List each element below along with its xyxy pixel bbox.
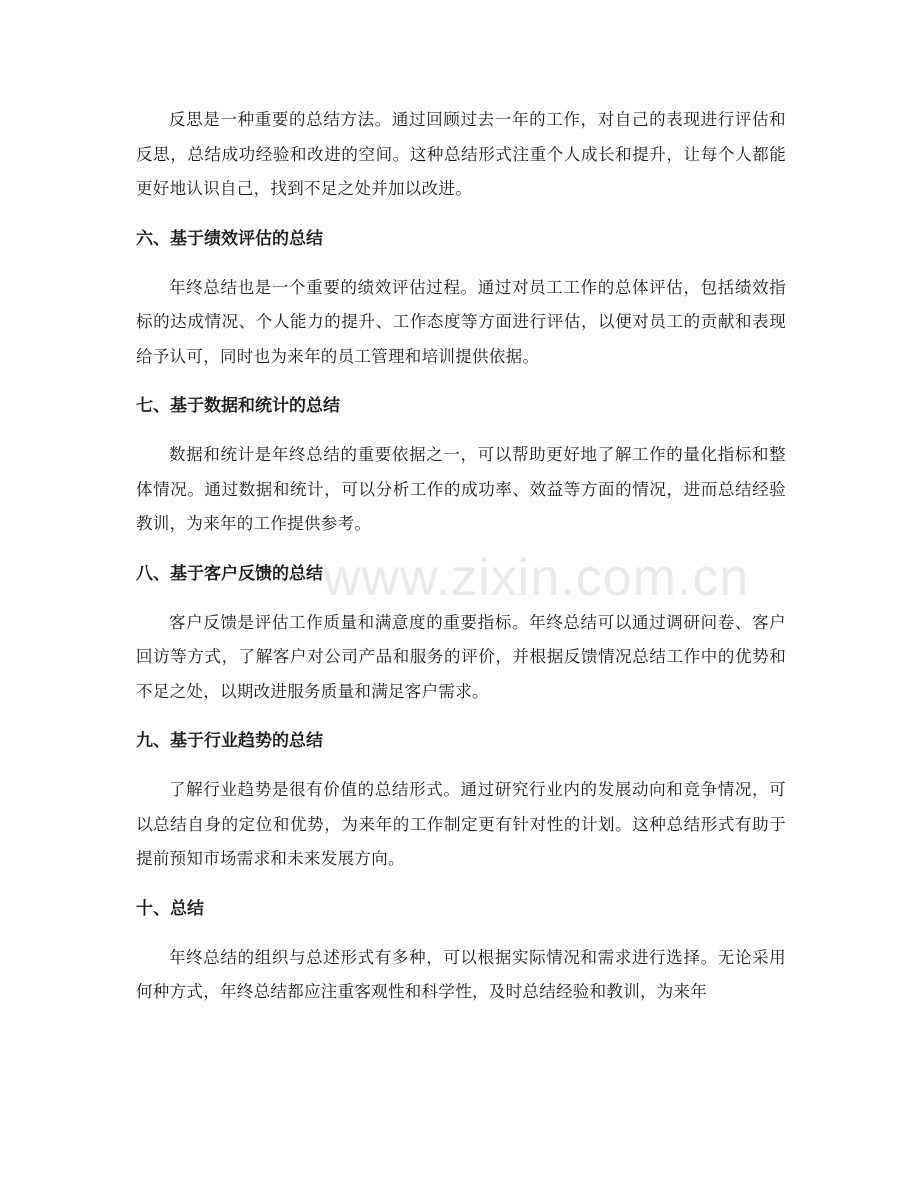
section-heading-6: 六、基于绩效评估的总结 — [136, 228, 323, 249]
section-paragraph-10: 年终总结的组织与总述形式有多种，可以根据实际情况和需求进行选择。无论采用何种方式，年终总结都应注重客观性和科学性，及时总结经验和教训，为来年 — [136, 947, 786, 1001]
section-paragraph-9: 了解行业趋势是很有价值的总结形式。通过研究行业内的发展动向和竞争情况，可以总结自身的定位和优势，为来年的工作制定更有针对性的计划。这种总结形式有助于提前预知市场需求和未来发展方向。 — [136, 780, 786, 868]
section-heading-8: 八、基于客户反馈的总结 — [136, 563, 323, 584]
section-heading-9: 九、基于行业趋势的总结 — [136, 731, 323, 751]
section-heading-7: 七、基于数据和统计的总结 — [136, 396, 340, 416]
section-paragraph-7: 数据和统计是年终总结的重要依据之一，可以帮助更好地了解工作的量化指标和整体情况。通过数据和统计，可以分析工作的成功率、效益等方面的情况，进而总结经验教训，为来年的工作提供参考。 — [136, 445, 786, 533]
intro-paragraph: 反思是一种重要的总结方法。通过回顾过去一年的工作，对自己的表现进行评估和反思，总结成功经验和改进的空间。这种总结形式注重个人成长和提升，让每个人都能更好地认识自己，找到不足之处并加以改进。 — [136, 110, 786, 198]
watermark: www.zixin.com.cn — [323, 549, 750, 607]
section-heading-10: 十、总结 — [136, 898, 204, 919]
section-paragraph-6: 年终总结也是一个重要的绩效评估过程。通过对员工工作的总体评估，包括绩效指标的达成情况、个人能力的提升、工作态度等方面进行评估，以便对员工的贡献和表现给予认可，同时也为来年的员工管理和培训提供依据。 — [136, 277, 786, 366]
section-paragraph-8: 客户反馈是评估工作质量和满意度的重要指标。年终总结可以通过调研问卷、客户回访等方式，了解客户对公司产品和服务的评价，并根据反馈情况总结工作中的优势和不足之处，以期改进服务质量和满足客户需求。 — [136, 612, 786, 701]
document-body — [136, 103, 786, 1010]
